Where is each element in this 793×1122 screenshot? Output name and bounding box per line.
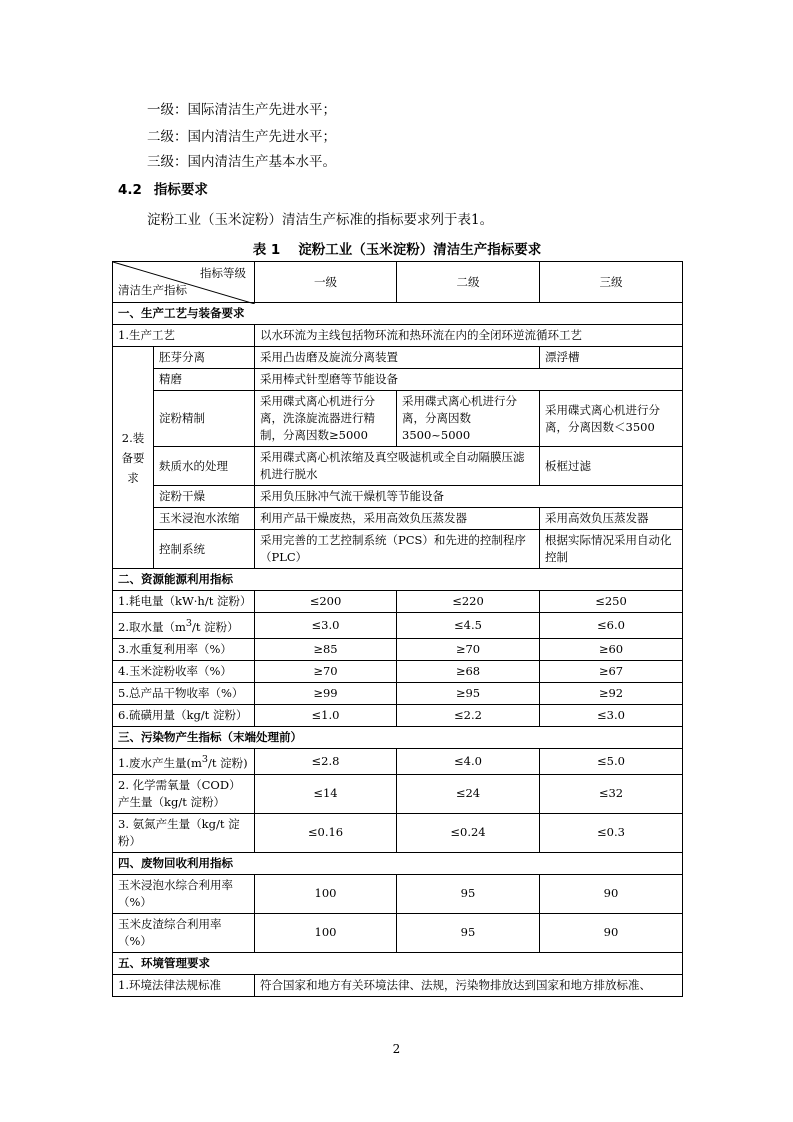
table-row xyxy=(113,874,683,913)
indicator-value: 采用碟式离心机进行分离，洗涤旋流器进行精制，分离因数≥5000 xyxy=(255,391,397,447)
table-title: 淀粉工业（玉米淀粉）清洁生产指标要求 xyxy=(298,242,542,258)
indicator-name: 3.水重复利用率（%） xyxy=(113,638,255,660)
level2-value: ≥95 xyxy=(397,682,540,704)
indicator-name: 玉米浸泡水浓缩 xyxy=(154,508,255,530)
group-row xyxy=(113,569,683,591)
group-row xyxy=(113,303,683,325)
intro-paragraph: 淀粉工业（玉米淀粉）清洁生产标准的指标要求列于表1。 xyxy=(147,212,494,228)
indicator-name: 4.玉米淀粉收率（%） xyxy=(113,660,255,682)
indicator-table xyxy=(112,261,683,997)
table-row xyxy=(113,748,683,774)
level2-definition: 二级：国内清洁生产先进水平； xyxy=(147,129,336,145)
table-row xyxy=(113,486,683,508)
indicator-value: 采用负压脉冲气流干燥机等节能设备 xyxy=(255,486,683,508)
section-number: 4.2 xyxy=(118,182,142,198)
indicator-value: 采用高效负压蒸发器 xyxy=(540,508,683,530)
level1-value: ≤0.16 xyxy=(255,813,397,852)
indicator-name: 玉米浸泡水综合利用率（%） xyxy=(113,874,255,913)
equipment-group-label: 2.装备要求 xyxy=(113,347,154,569)
group-row xyxy=(113,726,683,748)
indicator-name: 玉米皮渣综合利用率（%） xyxy=(113,913,255,952)
indicator-name: 1.环境法律法规标准 xyxy=(113,974,255,996)
level3-value: ≥92 xyxy=(540,682,683,704)
level2-value: ≥68 xyxy=(397,660,540,682)
level3-value: ≤3.0 xyxy=(540,704,683,726)
table-header-row xyxy=(113,262,683,303)
group-row xyxy=(113,952,683,974)
table-number: 表 1 xyxy=(252,242,281,258)
level2-value: 95 xyxy=(397,874,540,913)
indicator-value: 漂浮槽 xyxy=(540,347,683,369)
level2-value: ≥70 xyxy=(397,638,540,660)
level1-value: ≥99 xyxy=(255,682,397,704)
section-heading xyxy=(118,178,208,198)
indicator-name: 胚芽分离 xyxy=(154,347,255,369)
indicator-name: 精磨 xyxy=(154,369,255,391)
section-title: 指标要求 xyxy=(153,182,208,198)
indicator-name: 淀粉精制 xyxy=(154,391,255,447)
table-row xyxy=(113,369,683,391)
page-number: 2 xyxy=(392,1042,401,1056)
group-title: 五、环境管理要求 xyxy=(113,952,683,974)
group-title: 二、资源能源利用指标 xyxy=(113,569,683,591)
indicator-value: 采用棒式针型磨等节能设备 xyxy=(255,369,683,391)
indicator-value: 采用碟式离心机浓缩及真空吸滤机或全自动隔膜压滤机进行脱水 xyxy=(255,447,540,486)
level3-value: ≥67 xyxy=(540,660,683,682)
indicator-value: 采用碟式离心机进行分离，分离因数＜3500 xyxy=(540,391,683,447)
group-title: 四、废物回收利用指标 xyxy=(113,852,683,874)
level2-value: ≤0.24 xyxy=(397,813,540,852)
indicator-value: 符合国家和地方有关环境法律、法规，污染物排放达到国家和地方排放标准、 xyxy=(255,974,683,996)
table-row xyxy=(113,774,683,813)
table-row xyxy=(113,974,683,996)
indicator-value: 采用完善的工艺控制系统（PCS）和先进的控制程序（PLC） xyxy=(255,530,540,569)
table-row xyxy=(113,913,683,952)
level1-value: ≤3.0 xyxy=(255,613,397,639)
indicator-value: 以水环流为主线包括物环流和热环流在内的全闭环逆流循环工艺 xyxy=(255,325,683,347)
group-row xyxy=(113,852,683,874)
indicator-name: 6.硫磺用量（kg/t 淀粉） xyxy=(113,704,255,726)
header-level1: 一级 xyxy=(255,262,397,303)
indicator-value: 采用凸齿磨及旋流分离装置 xyxy=(255,347,540,369)
indicator-name: 淀粉干燥 xyxy=(154,486,255,508)
header-level3: 三级 xyxy=(540,262,683,303)
level2-value: ≤4.5 xyxy=(397,613,540,639)
table-row xyxy=(113,591,683,613)
table-row xyxy=(113,325,683,347)
table-row xyxy=(113,660,683,682)
level1-value: 100 xyxy=(255,913,397,952)
indicator-name xyxy=(113,748,255,774)
indicator-name: 2. 化学需氧量（COD）产生量（kg/t 淀粉） xyxy=(113,774,255,813)
diagonal-header-cell xyxy=(113,262,255,303)
header-level2: 二级 xyxy=(397,262,540,303)
table-row xyxy=(113,391,683,447)
level2-value: ≤4.0 xyxy=(397,748,540,774)
name-text: /t 淀粉） xyxy=(192,619,239,634)
table-row xyxy=(113,613,683,639)
level2-value: ≤2.2 xyxy=(397,704,540,726)
indicator-name xyxy=(113,613,255,639)
level3-value: ≤0.3 xyxy=(540,813,683,852)
level1-value: ≥70 xyxy=(255,660,397,682)
level1-value: ≤2.8 xyxy=(255,748,397,774)
level1-value: ≤200 xyxy=(255,591,397,613)
level1-value: ≤14 xyxy=(255,774,397,813)
level2-value: 95 xyxy=(397,913,540,952)
level3-value: 90 xyxy=(540,913,683,952)
level3-value: ≤32 xyxy=(540,774,683,813)
indicator-name: 5.总产品干物收率（%） xyxy=(113,682,255,704)
name-text: /t 淀粉) xyxy=(207,755,248,770)
table-caption xyxy=(112,238,682,258)
indicator-name: 3. 氨氮产生量（kg/t 淀粉） xyxy=(113,813,255,852)
level3-value: 90 xyxy=(540,874,683,913)
level3-value: ≥60 xyxy=(540,638,683,660)
name-text: 1.废水产生量(m xyxy=(118,755,202,770)
level3-value: ≤5.0 xyxy=(540,748,683,774)
indicator-value: 采用碟式离心机进行分离，分离因数 3500~5000 xyxy=(397,391,540,447)
level2-value: ≤24 xyxy=(397,774,540,813)
table-row xyxy=(113,682,683,704)
level3-value: ≤250 xyxy=(540,591,683,613)
superscript: 3 xyxy=(201,753,208,765)
level2-value: ≤220 xyxy=(397,591,540,613)
name-text: 2.取水量（m xyxy=(118,619,186,634)
level3-definition: 三级：国内清洁生产基本水平。 xyxy=(147,154,336,170)
table-row xyxy=(113,530,683,569)
indicator-name: 1.耗电量（kW·h/t 淀粉） xyxy=(113,591,255,613)
indicator-value: 根据实际情况采用自动化控制 xyxy=(540,530,683,569)
level1-value: ≥85 xyxy=(255,638,397,660)
indicator-value: 板框过滤 xyxy=(540,447,683,486)
indicator-name: 1.生产工艺 xyxy=(113,325,255,347)
table-row xyxy=(113,447,683,486)
level1-value: 100 xyxy=(255,874,397,913)
level1-definition: 一级：国际清洁生产先进水平； xyxy=(147,102,336,118)
indicator-name: 控制系统 xyxy=(154,530,255,569)
table-row xyxy=(113,347,683,369)
table-row xyxy=(113,813,683,852)
table-row xyxy=(113,508,683,530)
table-row xyxy=(113,704,683,726)
level1-value: ≤1.0 xyxy=(255,704,397,726)
group-title: 一、生产工艺与装备要求 xyxy=(113,303,683,325)
superscript: 3 xyxy=(185,618,192,629)
header-level-label: 指标等级 xyxy=(200,266,246,280)
indicator-name: 麸质水的处理 xyxy=(154,447,255,486)
indicator-value: 利用产品干燥废热，采用高效负压蒸发器 xyxy=(255,508,540,530)
group-title: 三、污染物产生指标（末端处理前） xyxy=(113,726,683,748)
header-indicator-label: 清洁生产指标 xyxy=(118,283,187,297)
level3-value: ≤6.0 xyxy=(540,613,683,639)
table-row xyxy=(113,638,683,660)
